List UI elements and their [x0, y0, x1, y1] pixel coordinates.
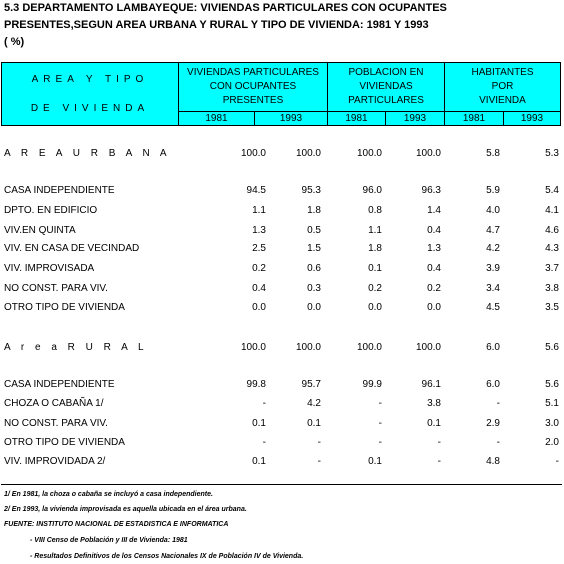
- header-poblacion-line1: POBLACION EN: [348, 67, 424, 78]
- row-label: VIV. EN CASA DE VECINDAD: [4, 243, 140, 254]
- row-value: 5.1: [545, 398, 559, 409]
- row-label: OTRO TIPO DE VIVIENDA: [4, 437, 125, 448]
- row-value: 100.0: [240, 342, 266, 353]
- row-value: 1.8: [307, 205, 321, 216]
- row-label: NO CONST. PARA VIV.: [4, 283, 108, 294]
- row-label: VIV.EN QUINTA: [4, 225, 76, 236]
- header-poblacion-line2: VIVIENDAS: [359, 81, 413, 92]
- row-value: 4.2: [307, 398, 321, 409]
- table-row: [0, 302, 564, 316]
- row-value: 4.1: [545, 205, 559, 216]
- row-value: -: [437, 456, 441, 467]
- table-row: [0, 148, 564, 162]
- row-value: 6.0: [486, 342, 500, 353]
- row-value: 0.1: [427, 418, 441, 429]
- row-label: VIV. IMPROVISADA: [4, 263, 95, 274]
- header-area-tipo-line1: AREA Y TIPO: [31, 74, 149, 85]
- header-habitantes-line3: VIVIENDA: [479, 95, 526, 106]
- header-year-4: 1993: [385, 111, 445, 126]
- footer-rule: [1, 484, 562, 485]
- header-habitantes-line1: HABITANTES: [471, 67, 534, 78]
- row-value: 96.3: [421, 185, 441, 196]
- row-value: 4.8: [486, 456, 500, 467]
- row-value: 0.0: [427, 302, 441, 313]
- row-value: 0.2: [427, 283, 441, 294]
- footnote-1: 1/ En 1981, la choza o cabaña se incluyó a casa independiente.: [4, 491, 213, 498]
- row-value: 1.8: [368, 243, 382, 254]
- row-value: 0.2: [368, 283, 382, 294]
- row-value: 96.1: [421, 379, 441, 390]
- header-area-tipo: [1, 62, 179, 126]
- row-value: -: [262, 437, 266, 448]
- row-value: 0.2: [252, 263, 266, 274]
- row-value: 5.3: [545, 148, 559, 159]
- header-year-1: 1981: [178, 111, 255, 126]
- table-row: [0, 225, 564, 239]
- row-value: 100.0: [415, 148, 441, 159]
- header-viviendas-line2: CON OCUPANTES: [209, 81, 297, 92]
- row-value: 2.9: [486, 418, 500, 429]
- row-value: 95.7: [301, 379, 321, 390]
- row-value: -: [378, 398, 382, 409]
- row-value: 100.0: [356, 148, 382, 159]
- row-value: 3.4: [486, 283, 500, 294]
- header-habitantes-line2: POR: [491, 81, 514, 92]
- row-value: 4.0: [486, 205, 500, 216]
- row-value: 1.3: [252, 225, 266, 236]
- row-label: VIV. IMPROVIDADA 2/: [4, 456, 106, 467]
- table-row: [0, 437, 564, 451]
- row-value: -: [317, 456, 321, 467]
- row-value: 4.6: [545, 225, 559, 236]
- row-value: 100.0: [295, 148, 321, 159]
- row-value: 1.3: [427, 243, 441, 254]
- row-value: 0.1: [252, 418, 266, 429]
- row-value: 6.0: [486, 379, 500, 390]
- row-value: 4.3: [545, 243, 559, 254]
- row-value: 0.1: [307, 418, 321, 429]
- row-value: 4.2: [486, 243, 500, 254]
- row-value: 0.4: [252, 283, 266, 294]
- row-value: 99.8: [246, 379, 266, 390]
- row-value: 2.0: [545, 437, 559, 448]
- row-label: A r e a R U R A L: [4, 342, 148, 353]
- row-value: 3.5: [545, 302, 559, 313]
- table-row: [0, 243, 564, 257]
- row-label: A R E A U R B A N A: [4, 148, 171, 159]
- table-unit: ( %): [4, 36, 25, 48]
- header-year-2: 1993: [254, 111, 328, 126]
- table-row: [0, 205, 564, 219]
- header-year-5: 1981: [444, 111, 504, 126]
- row-value: 0.1: [368, 456, 382, 467]
- row-value: 4.5: [486, 302, 500, 313]
- footnote-2: 2/ En 1993, la vivienda improvisada es aquella ubicada en el área urbana.: [4, 506, 247, 513]
- header-year-3: 1981: [327, 111, 386, 126]
- row-value: 3.8: [427, 398, 441, 409]
- row-label: DPTO. EN EDIFICIO: [4, 205, 98, 216]
- row-value: 5.8: [486, 148, 500, 159]
- table-row: [0, 379, 564, 393]
- row-label: CHOZA O CABAÑA 1/: [4, 398, 104, 409]
- row-value: 1.1: [368, 225, 382, 236]
- row-value: 0.1: [252, 456, 266, 467]
- table-title-line1: 5.3 DEPARTAMENTO LAMBAYEQUE: VIVIENDAS PARTICULARES CON OCUPANTES: [4, 2, 447, 14]
- row-value: 5.9: [486, 185, 500, 196]
- row-value: -: [378, 437, 382, 448]
- row-value: -: [496, 437, 500, 448]
- table-row: [0, 342, 564, 356]
- header-area-tipo-line2: DE VIVIENDA: [30, 103, 150, 114]
- row-value: -: [262, 398, 266, 409]
- table-row: [0, 283, 564, 297]
- row-value: -: [378, 418, 382, 429]
- table-title-line2: PRESENTES,SEGUN AREA URBANA Y RURAL Y TIPO DE VIVIENDA: 1981 Y 1993: [4, 19, 429, 31]
- header-viviendas-line1: VIVIENDAS PARTICULARES: [187, 67, 319, 78]
- row-label: CASA INDEPENDIENTE: [4, 185, 115, 196]
- row-value: -: [496, 398, 500, 409]
- row-value: 99.9: [362, 379, 382, 390]
- row-value: 0.6: [307, 263, 321, 274]
- row-value: 94.5: [246, 185, 266, 196]
- row-value: 0.0: [252, 302, 266, 313]
- row-value: 0.0: [307, 302, 321, 313]
- table-header: [1, 62, 561, 126]
- row-value: 2.5: [252, 243, 266, 254]
- row-value: 1.4: [427, 205, 441, 216]
- row-value: 5.6: [545, 342, 559, 353]
- table-row: [0, 263, 564, 277]
- row-value: 100.0: [295, 342, 321, 353]
- source-item-2: - Resultados Definitivos de los Censos Nacionales IX de Población IV de Vivienda.: [30, 553, 304, 560]
- row-value: 100.0: [415, 342, 441, 353]
- row-value: 0.1: [368, 263, 382, 274]
- row-value: 1.1: [252, 205, 266, 216]
- header-poblacion: [327, 62, 445, 112]
- table-row: [0, 398, 564, 412]
- header-viviendas: [178, 62, 328, 112]
- row-value: 0.5: [307, 225, 321, 236]
- row-value: 0.0: [368, 302, 382, 313]
- table-row: [0, 185, 564, 199]
- row-value: 3.7: [545, 263, 559, 274]
- row-label: NO CONST. PARA VIV.: [4, 418, 108, 429]
- header-year-6: 1993: [503, 111, 561, 126]
- source-note: FUENTE: INSTITUTO NACIONAL DE ESTADISTICA E INFORMATICA: [4, 521, 229, 528]
- row-label: CASA INDEPENDIENTE: [4, 379, 115, 390]
- row-value: 0.8: [368, 205, 382, 216]
- row-value: 100.0: [240, 148, 266, 159]
- row-value: 5.4: [545, 185, 559, 196]
- row-value: -: [317, 437, 321, 448]
- row-value: 0.4: [427, 225, 441, 236]
- row-value: 4.7: [486, 225, 500, 236]
- row-value: 0.3: [307, 283, 321, 294]
- row-value: 95.3: [301, 185, 321, 196]
- table-row: [0, 418, 564, 432]
- table-row: [0, 456, 564, 470]
- row-label: OTRO TIPO DE VIVIENDA: [4, 302, 125, 313]
- header-habitantes: [444, 62, 561, 112]
- source-item-1: - VIII Censo de Población y III de Vivienda: 1981: [30, 537, 188, 544]
- row-value: 3.8: [545, 283, 559, 294]
- header-viviendas-line3: PRESENTES: [222, 95, 284, 106]
- row-value: 100.0: [356, 342, 382, 353]
- row-value: -: [555, 456, 559, 467]
- row-value: 0.4: [427, 263, 441, 274]
- row-value: 5.6: [545, 379, 559, 390]
- row-value: 1.5: [307, 243, 321, 254]
- row-value: 96.0: [362, 185, 382, 196]
- row-value: 3.9: [486, 263, 500, 274]
- header-poblacion-line3: PARTICULARES: [348, 95, 424, 106]
- row-value: 3.0: [545, 418, 559, 429]
- row-value: -: [437, 437, 441, 448]
